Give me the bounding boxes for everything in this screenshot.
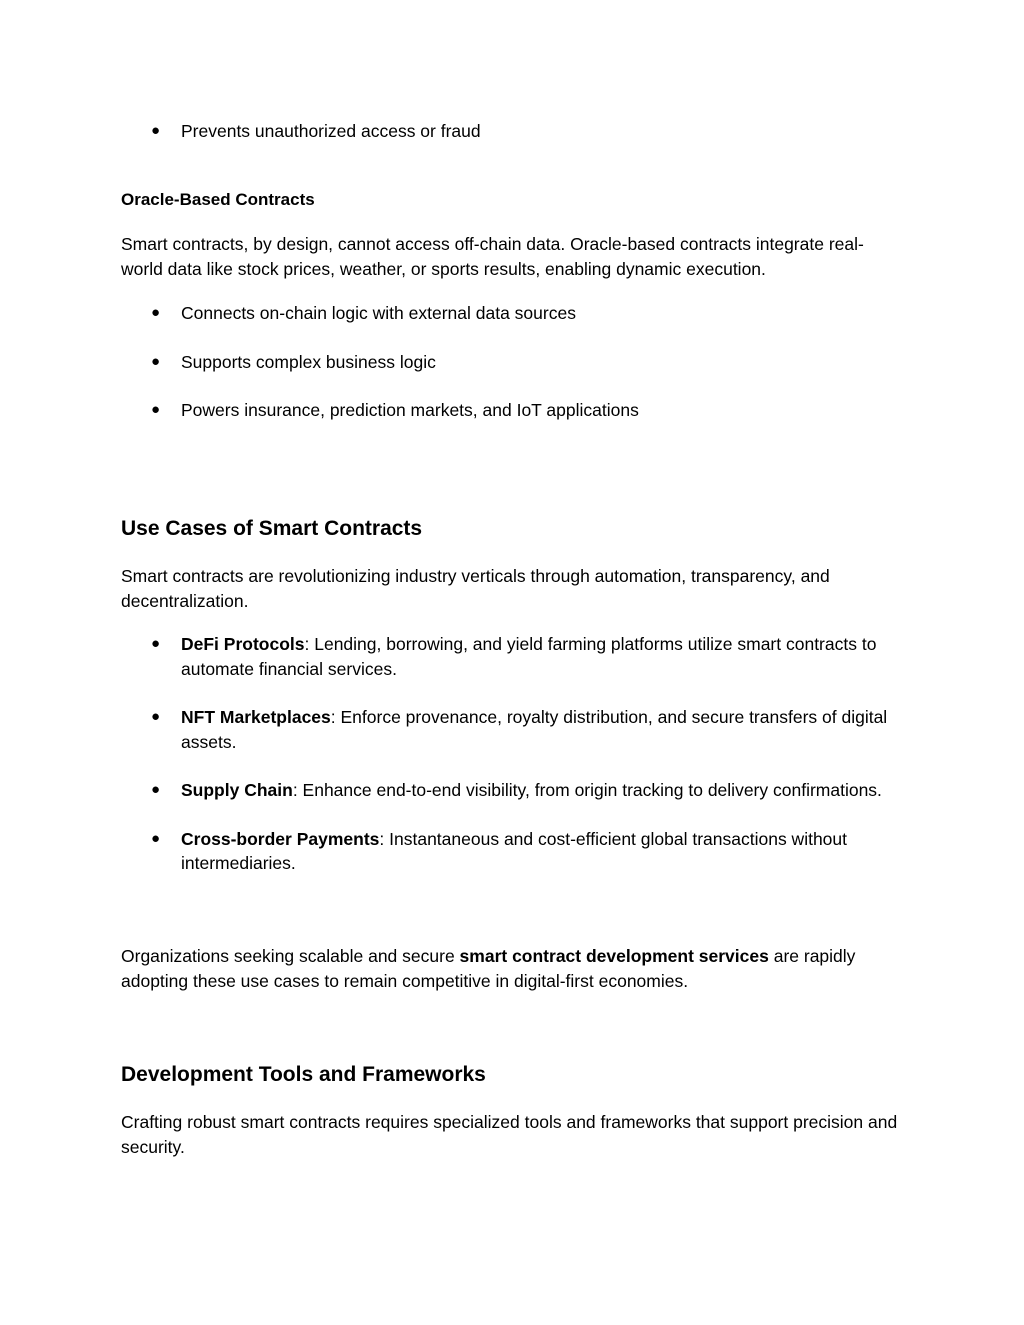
list-item: ● DeFi Protocols: Lending, borrowing, and yield farming platforms utilize smart contracts to automate financial services. <box>151 634 877 679</box>
tools-paragraph: Crafting robust smart contracts requires specialized tools and frameworks that support precision and security. <box>121 1112 898 1157</box>
bullet-icon: ● <box>151 401 161 418</box>
intro-bullet-list <box>121 119 911 144</box>
list-item: ● Cross-border Payments: Instantaneous and cost-efficient global transactions without intermediaries. <box>151 828 848 873</box>
list-item: ● Powers insurance, prediction markets, and IoT applications <box>121 398 911 423</box>
bullet-icon: ● <box>151 781 161 798</box>
oracle-bullet-list <box>121 301 911 423</box>
bullet-icon: ● <box>151 304 161 321</box>
section-heading-use-cases: Use Cases of Smart Contracts <box>121 517 423 540</box>
emphasis-text: smart contract development services <box>459 946 769 966</box>
item-term: DeFi Protocols <box>181 634 305 654</box>
list-item: ● Prevents unauthorized access or fraud <box>121 119 911 144</box>
use-cases-bullet-list <box>121 632 911 876</box>
oracle-paragraph: Smart contracts, by design, cannot access off-chain data. Oracle-based contracts integrate real-world data like stock prices, weather, or sports results, enabling dynamic execution. <box>121 234 864 279</box>
bullet-icon: ● <box>151 708 161 725</box>
bullet-icon: ● <box>151 635 161 652</box>
list-item: ● NFT Marketplaces: Enforce provenance, royalty distribution, and secure transfers of digital assets. <box>151 707 888 752</box>
list-item: ● Connects on-chain logic with external data sources <box>121 301 911 326</box>
item-term: NFT Marketplaces <box>181 707 331 727</box>
bullet-icon: ● <box>151 829 161 847</box>
use-cases-paragraph: Smart contracts are revolutionizing industry verticals through automation, transparency, and decentralization. <box>121 566 830 611</box>
section-heading-oracle: Oracle-Based Contracts <box>121 190 315 209</box>
bullet-icon: ● <box>151 122 161 139</box>
list-item: ● Supply Chain: Enhance end-to-end visibility, from origin tracking to delivery confirmations. <box>121 778 911 803</box>
bullet-icon: ● <box>151 352 161 370</box>
use-cases-closing-paragraph: Organizations seeking scalable and secure smart contract development services are rapidly adopting these use cases to remain competitive in digital-first economies. <box>121 946 856 991</box>
list-item: ● Supports complex business logic <box>121 350 911 375</box>
item-term: Supply Chain <box>181 780 293 800</box>
section-heading-tools: Development Tools and Frameworks <box>121 1063 486 1086</box>
item-term: Cross-border Payments <box>181 828 380 849</box>
